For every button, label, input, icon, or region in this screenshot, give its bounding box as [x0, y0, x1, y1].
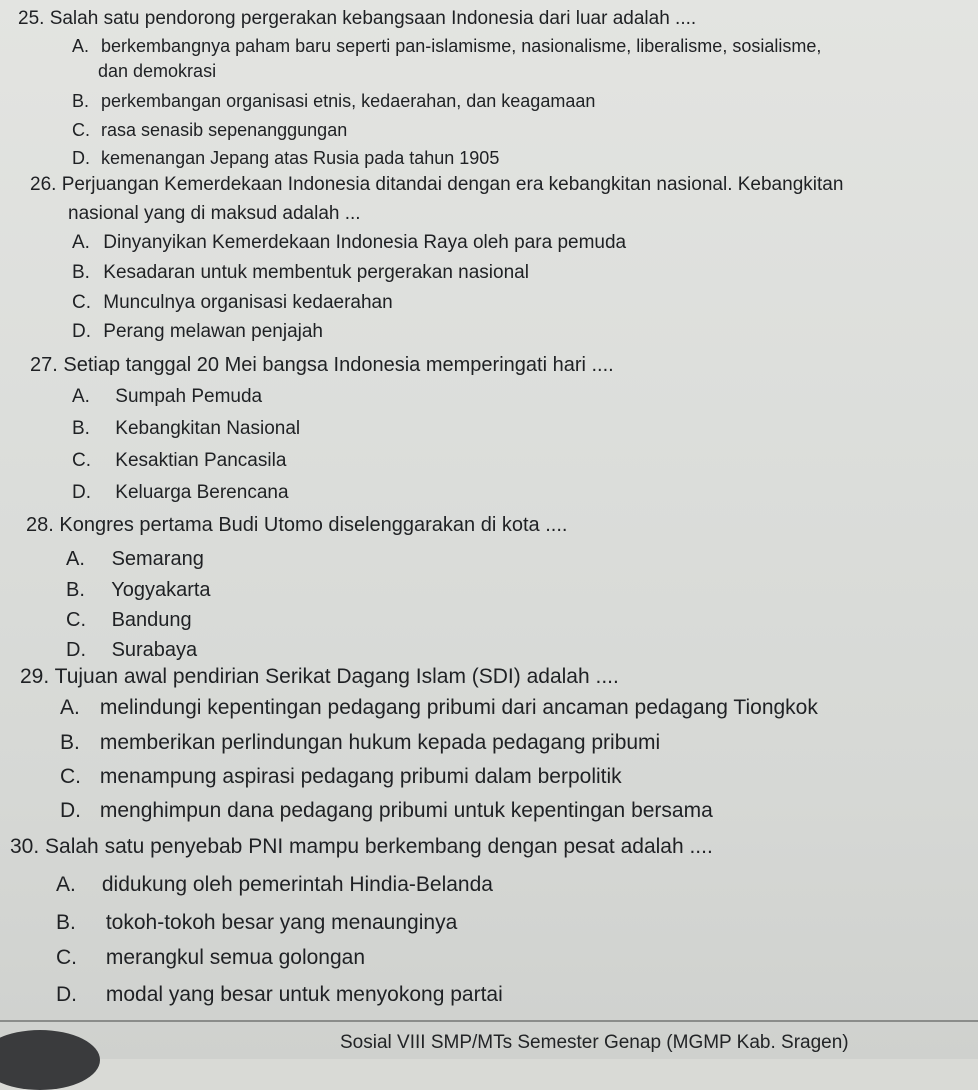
option-b	[60, 731, 660, 755]
option-letter: B.	[60, 731, 80, 754]
footer-shadow	[0, 1030, 100, 1090]
option-d	[72, 321, 323, 343]
option-d	[72, 148, 499, 169]
option-b	[56, 911, 457, 935]
option-letter: A.	[72, 386, 90, 407]
option-letter: C.	[72, 450, 91, 471]
option-letter: C.	[56, 946, 77, 969]
option-letter: B.	[56, 911, 76, 934]
option-text: menghimpun dana pedagang pribumi untuk kepentingan bersama	[99, 799, 713, 822]
question-text: 29. Tujuan awal pendirian Serikat Dagang Islam (SDI) adalah ....	[20, 665, 619, 688]
option-d	[66, 639, 197, 662]
option-text: kemenangan Jepang atas Rusia pada tahun 1905	[101, 148, 500, 168]
option-text: melindungi kepentingan pedagang pribumi dari ancaman pedagang Tiongkok	[99, 696, 818, 719]
option-d	[72, 482, 289, 504]
question-text: 27. Setiap tanggal 20 Mei bangsa Indonesia memperingati hari ....	[30, 354, 614, 376]
option-text: Dinyanyikan Kemerdekaan Indonesia Raya oleh para pemuda	[103, 232, 627, 253]
option-text: Kebangkitan Nasional	[115, 418, 301, 439]
option-b	[72, 91, 595, 112]
option-d	[56, 983, 503, 1007]
option-letter: A.	[72, 36, 90, 56]
option-text: memberikan perlindungan hukum kepada pedagang pribumi	[99, 731, 661, 754]
option-letter: A.	[60, 696, 80, 719]
option-letter: D.	[72, 321, 91, 342]
option-text: rasa senasib sepenanggungan	[101, 120, 348, 140]
option-text: Bandung	[111, 609, 192, 631]
option-c	[72, 450, 286, 472]
option-a	[60, 696, 818, 720]
option-letter: C.	[66, 609, 86, 631]
option-a	[72, 232, 626, 254]
question-text: 26. Perjuangan Kemerdekaan Indonesia ditandai dengan era kebangkitan nasional. Kebangkitan	[30, 174, 844, 195]
option-letter: A.	[56, 873, 76, 896]
option-letter: D.	[72, 482, 91, 503]
question-text: 30. Salah satu penyebab PNI mampu berkembang dengan pesat adalah ....	[10, 835, 713, 858]
option-d	[60, 799, 713, 823]
option-letter: B.	[72, 262, 90, 283]
option-letter: C.	[72, 120, 90, 140]
option-letter: B.	[66, 579, 85, 601]
option-letter: D.	[56, 983, 77, 1006]
footer-divider	[0, 1020, 978, 1022]
page-footer: Sosial VIII SMP/MTs Semester Genap (MGMP Kab. Sragen)	[340, 1032, 849, 1053]
option-a	[56, 873, 493, 897]
option-text: modal yang besar untuk menyokong partai	[105, 983, 503, 1006]
option-letter: D.	[66, 639, 86, 661]
question-text: 25. Salah satu pendorong pergerakan kebangsaan Indonesia dari luar adalah ....	[18, 8, 697, 29]
option-b	[66, 579, 211, 602]
question-text-continuation: nasional yang di maksud adalah ...	[68, 203, 361, 224]
option-b	[72, 262, 529, 284]
option-text: Keluarga Berencana	[115, 482, 289, 503]
option-text: Perang melawan penjajah	[103, 321, 323, 342]
option-letter: C.	[72, 292, 91, 313]
option-text: Semarang	[111, 548, 204, 570]
option-a	[72, 386, 262, 408]
option-a	[66, 548, 204, 571]
option-text: Sumpah Pemuda	[115, 386, 263, 407]
option-text: Munculnya organisasi kedaerahan	[103, 292, 393, 313]
option-text: berkembangnya paham baru seperti pan-islamisme, nasionalisme, liberalisme, sosialisme,	[101, 36, 822, 56]
option-letter: A.	[72, 232, 90, 253]
option-text: Kesadaran untuk membentuk pergerakan nasional	[103, 262, 529, 283]
option-text: Surabaya	[111, 639, 198, 661]
option-letter: B.	[72, 418, 90, 439]
option-c	[56, 946, 365, 970]
option-c	[66, 609, 192, 632]
option-text: didukung oleh pemerintah Hindia-Belanda	[101, 873, 493, 896]
option-letter: C.	[60, 765, 81, 788]
option-a	[72, 36, 821, 57]
option-text: Yogyakarta	[111, 579, 211, 601]
option-text: Kesaktian Pancasila	[115, 450, 287, 471]
option-letter: B.	[72, 91, 90, 111]
option-c	[72, 292, 393, 314]
option-text: menampung aspirasi pedagang pribumi dalam berpolitik	[99, 765, 622, 788]
option-letter: D.	[60, 799, 81, 822]
option-letter: D.	[72, 148, 90, 168]
option-c	[72, 120, 347, 141]
option-text: merangkul semua golongan	[105, 946, 366, 969]
option-c	[60, 765, 622, 789]
option-text: tokoh-tokoh besar yang menaunginya	[105, 911, 458, 934]
option-b	[72, 418, 300, 440]
option-letter: A.	[66, 548, 85, 570]
question-text: 28. Kongres pertama Budi Utomo diselenggarakan di kota ....	[26, 514, 568, 536]
option-text: perkembangan organisasi etnis, kedaerahan, dan keagamaan	[101, 91, 596, 111]
option-a-continuation: dan demokrasi	[98, 61, 217, 81]
